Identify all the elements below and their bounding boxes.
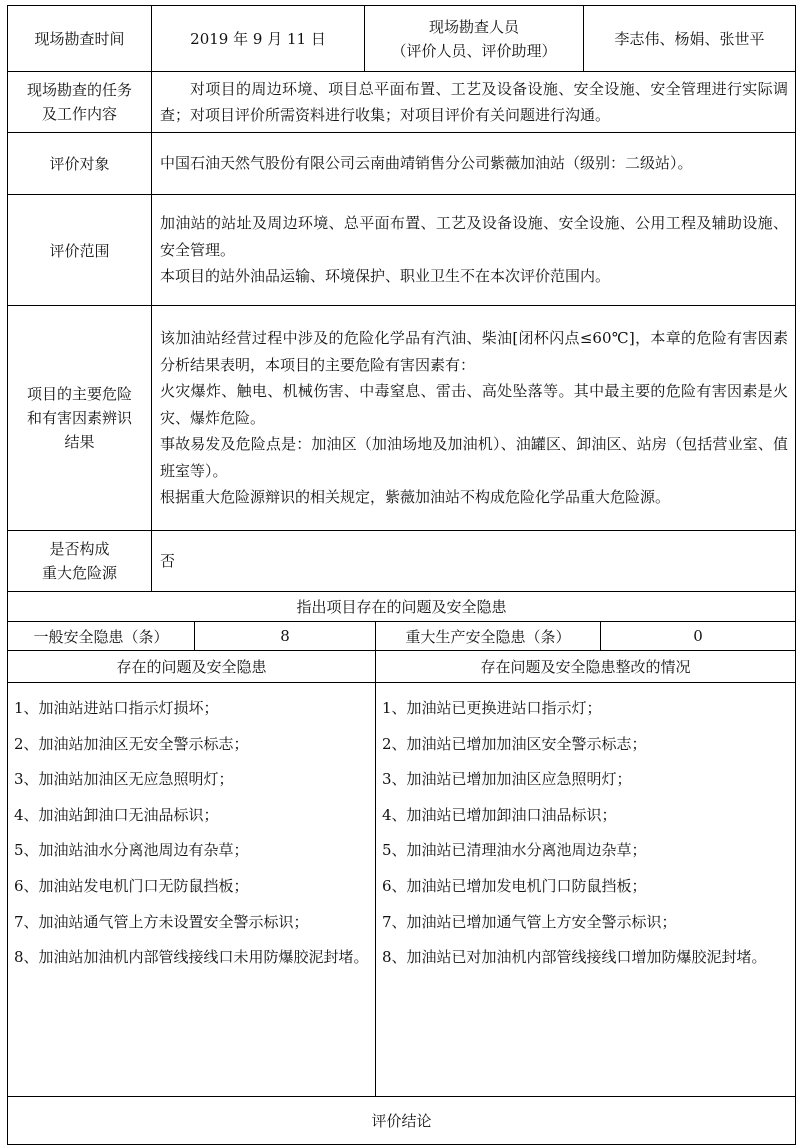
rectify-item: 8、加油站已对加油机内部管线接线口增加防爆胶泥封堵。: [382, 948, 767, 967]
survey-personnel-label-line1: 现场勘查人员: [428, 17, 519, 36]
scope-para1: 加油站的站址及周边环境、总平面布置、工艺及设备设施、安全设施、公用工程及辅助设施、安全管理。: [160, 214, 788, 259]
problem-item: 7、加油站通气管上方未设置安全警示标识；: [14, 912, 309, 931]
general-hazard-label: 一般安全隐患（条）: [8, 622, 195, 651]
survey-time-label: 现场勘查时间: [8, 6, 152, 72]
problem-item: 2、加油站加油区无安全警示标志；: [14, 734, 249, 753]
survey-personnel-label: [365, 6, 584, 72]
scope-label: 评价范围: [8, 195, 152, 306]
problem-item: 3、加油站加油区无应急照明灯；: [14, 770, 234, 789]
issues-table: [7, 591, 796, 1145]
major-source-label-line2: 重大危险源: [41, 564, 117, 582]
problem-item: 8、加油站加油机内部管线接线口未用防爆胶泥封堵。: [14, 948, 369, 967]
hazards-label-line1: 项目的主要危险: [26, 385, 132, 403]
problem-item: 4、加油站卸油口无油品标识；: [14, 805, 219, 824]
general-hazard-count: 8: [195, 622, 376, 651]
major-source-value: 否: [152, 531, 796, 592]
rectify-item: 5、加油站已清理油水分离池周边杂草；: [382, 841, 647, 860]
major-source-label: [8, 531, 152, 592]
hazards-label: [8, 306, 152, 531]
hazards-label-line3: 结果: [64, 433, 95, 451]
rectify-header: 存在问题及安全隐患整改的情况: [376, 651, 796, 683]
scope-content: [152, 195, 796, 306]
task-label-line1: 现场勘查的任务: [26, 81, 132, 99]
problem-item: 1、加油站进站口指示灯损坏；: [14, 699, 219, 717]
scope-para2: 本项目的站外油品运输、环境保护、职业卫生不在本次评价范围内。: [160, 267, 611, 286]
task-content: 对项目的周边环境、项目总平面布置、工艺及设备设施、安全设施、安全管理进行实际调查；对项目评价所需资料进行收集；对项目评价有关问题进行沟通。: [152, 72, 796, 133]
rectify-list: [376, 683, 796, 1097]
problem-item: 6、加油站发电机门口无防鼠挡板；: [14, 876, 249, 895]
rectify-item: 3、加油站已增加加油区应急照明灯；: [382, 770, 632, 789]
task-label: [8, 72, 152, 133]
problems-header: 存在的问题及安全隐患: [8, 651, 376, 683]
hazards-label-line2: 和有害因素辨识: [26, 409, 132, 427]
issues-header: 指出项目存在的问题及安全隐患: [8, 592, 796, 622]
rectify-item: 4、加油站已增加卸油口油品标识；: [382, 805, 617, 824]
rectify-item: 2、加油站已增加加油区安全警示标志；: [382, 734, 647, 753]
major-hazard-count: 0: [601, 622, 796, 651]
problem-item: 5、加油站油水分离池周边有杂草；: [14, 841, 249, 860]
hazards-para2: 火灾爆炸、触电、机械伤害、中毒窒息、雷击、高处坠落等。其中最主要的危险有害因素是火灾、爆炸危险。: [160, 382, 788, 427]
conclusion-label: 评价结论: [8, 1097, 796, 1145]
rectify-item: 7、加油站已增加通气管上方安全警示标识；: [382, 912, 677, 931]
task-label-line2: 及工作内容: [41, 105, 117, 123]
object-content: 中国石油天然气股份有限公司云南曲靖销售分公司紫薇加油站（级别：二级站）。: [152, 133, 796, 195]
survey-personnel-label-line2: （评价人员、评价助理）: [391, 41, 557, 60]
hazards-para1: 该加油站经营过程中涉及的危险化学品有汽油、柴油[闭杯闪点≤60℃]，本章的危险有害因素分析结果表明，本项目的主要危险有害因素有：: [160, 329, 788, 374]
object-label: 评价对象: [8, 133, 152, 195]
hazards-para4: 根据重大危险源辩识的相关规定，紫薇加油站不构成危险化学品重大危险源。: [160, 488, 671, 507]
major-hazard-label: 重大生产安全隐患（条）: [376, 622, 601, 651]
major-source-label-line1: 是否构成: [49, 540, 110, 558]
rectify-item: 1、加油站已更换进站口指示灯；: [382, 699, 602, 717]
rectify-item: 6、加油站已增加发电机门口防鼠挡板；: [382, 876, 647, 895]
survey-time-value: 2019 年 9 月 11 日: [152, 6, 365, 72]
hazards-content: [152, 306, 796, 531]
survey-info-table: [7, 5, 796, 592]
hazards-para3: 事故易发及危险点是：加油区（加油场地及加油机）、油罐区、卸油区、站房（包括营业室、值班室等）。: [160, 435, 788, 480]
survey-personnel-value: 李志伟、杨娟、张世平: [584, 6, 796, 72]
problems-list: [8, 683, 376, 1097]
